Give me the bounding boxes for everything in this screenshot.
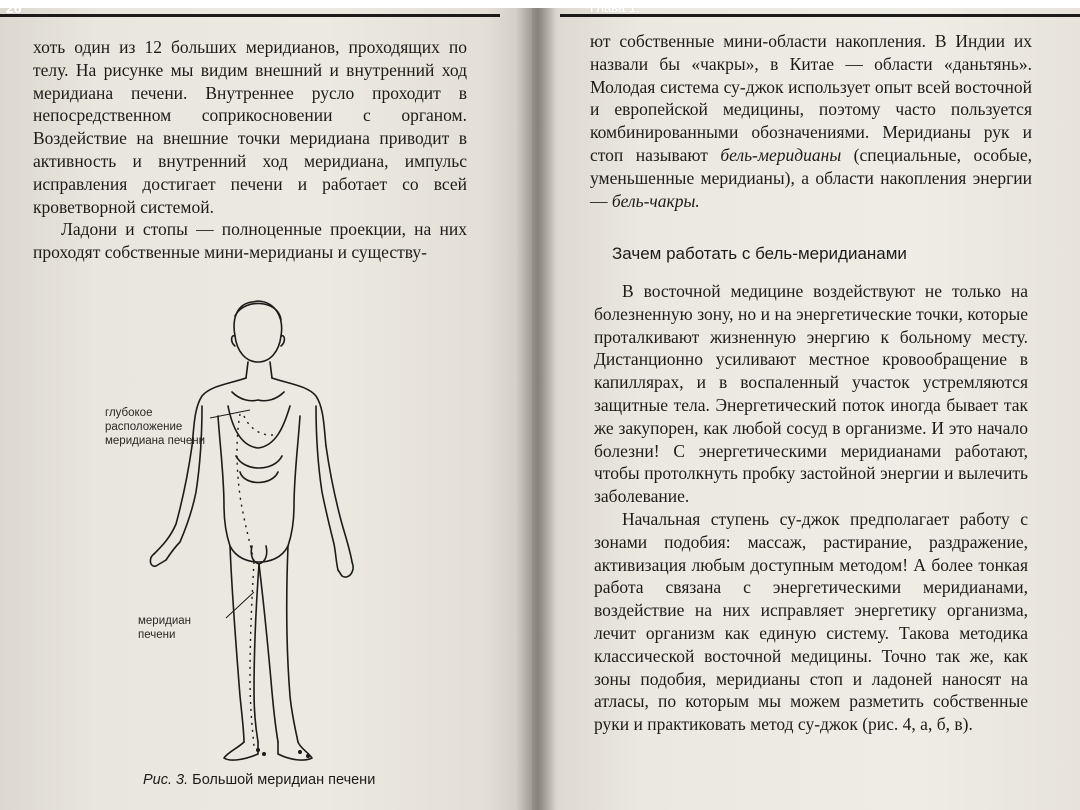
liver-meridian-figure [140,296,390,766]
running-head: Глава 1. [590,0,640,15]
right-paragraph-1 [590,30,1032,212]
figure-label-meridian: меридиан печени [138,615,192,641]
right-paragraph-3: Начальная ступень су-джок предполагает работу с зонами подобия: массаж, растирание, раздражение, активизация любым доступным методом! А более тонкая работа связана с энергетическими меридианами, воздействие на них исправляет энергетику организма, лечит организм как единую систему. Такова методика классической восточной медицины. Точно так же, как зоны подобия, меридианы стоп и ладоней наносят на атласы, по которым мы можем разметить собственные руки и практиковать метод су-джок (рис. 4, а, б, в). [594,508,1028,735]
term-bel-chakras: бель-чакры. [611,190,700,211]
right-paragraph-1-mid: (специальные, особые, уменьшенные меридианы), а области накопления энергии — [590,144,1032,211]
right-paragraph-1-start: ют собственные мини-области накопления. В Индии их назвали бы «чакры», в Китае — области «даньтянь». Молодая система су-джок использует опыт всей восточной и европейской медицины, поэтому часто пользуется комбинированными обозначениями. Меридианы рук и стоп называют [590,31,1032,165]
header-rule-left [0,14,500,17]
figure-label-deep: глубокое расположение меридиана печени [105,407,205,447]
left-paragraph-1: хоть один из 12 больших меридианов, проходящих по телу. На рисунке мы видим внешний и внутренний ход меридиана печени. Внутреннее русло проходит в непосредственном соприкосновении с органом. Воздействие на внешние точки меридиана приводит в активность и внутренний ход меридиана, импульс исправления достигает печени и работает со всей кроветворной системой. [33,37,467,217]
book-gutter [516,0,556,810]
figure-caption-text: Большой меридиан печени [192,772,376,788]
left-page-text [33,36,467,264]
figure-caption [143,772,375,788]
top-edge [0,0,1080,8]
left-paragraph-2: Ладони и стопы — полноценные проекции, на них проходят собственные мини-меридианы и существу- [33,219,467,263]
right-paragraph-intro [590,30,1032,212]
term-bel-meridians: бель-меридианы [720,144,842,165]
right-page-text [594,280,1028,736]
section-heading: Зачем работать с бель-меридианами [612,244,907,263]
figure-caption-label: Рис. 3. [143,772,189,788]
right-paragraph-2: В восточной медицине воздействуют не только на болезненную зону, но и на энергетические точки, которые проталкивают жизненную энергию к больному месту. Дистанционно усиливают местное кровообращение в капиллярах, и в воспаленный участок устремляются защитные тела. Энергетический поток иногда бывает так же закупорен, как любой сосуд в организме. И это начало болезни! С энергетическими меридианами работают, чтобы протолкнуть пробку застойной энергии и вылечить заболевание. [594,281,1028,507]
page-number: 26 [6,0,22,16]
